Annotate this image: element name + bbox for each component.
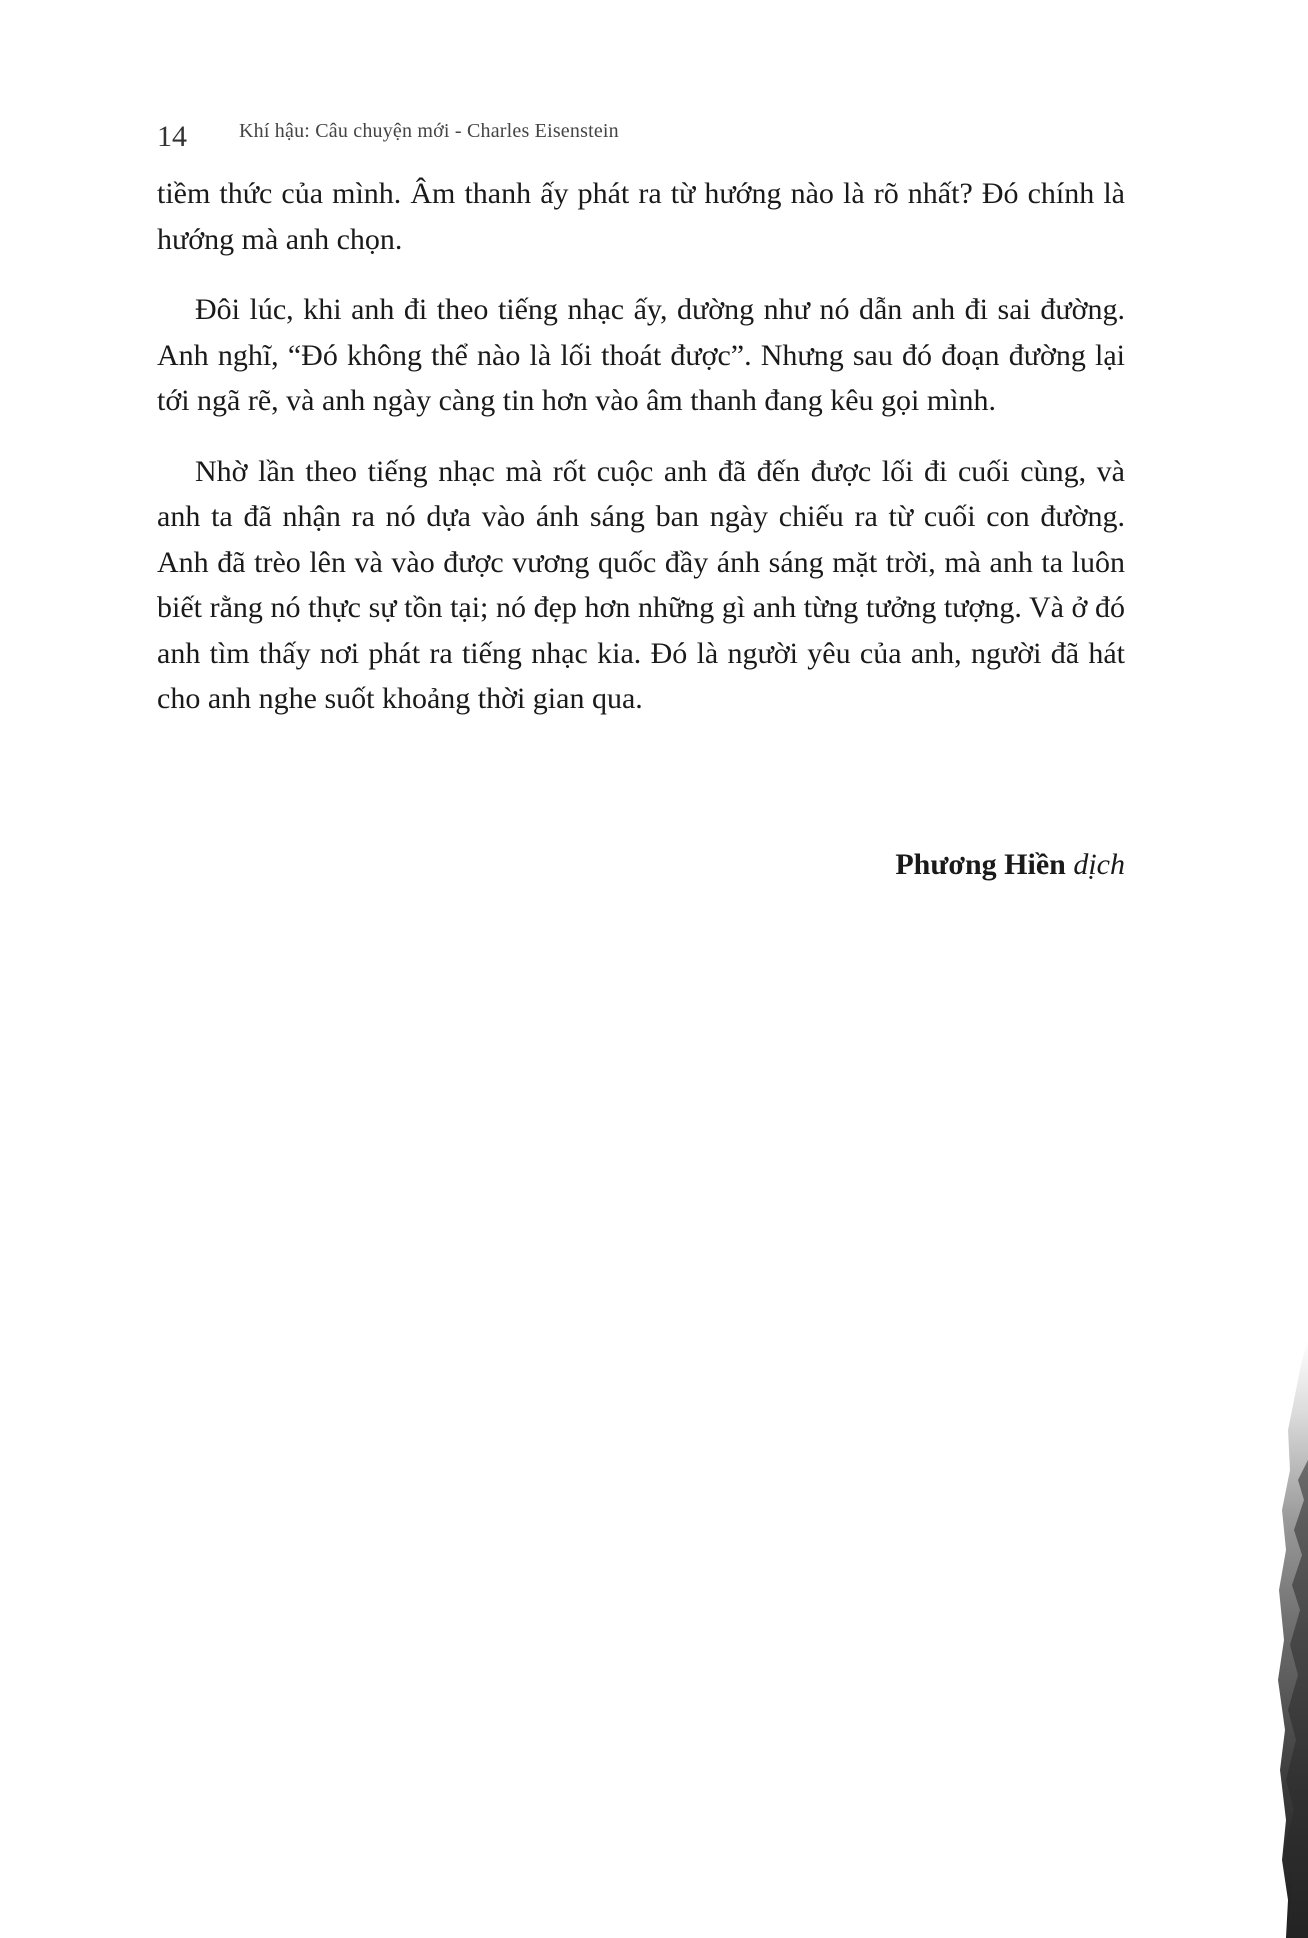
running-header — [157, 118, 1057, 158]
bleed-photo-edge — [1276, 1340, 1308, 1938]
paragraph: Đôi lúc, khi anh đi theo tiếng nhạc ấy, dường như nó dẫn anh đi sai đường. Anh nghĩ, “Đó không thể nào là lối thoát được”. Nhưng sau đó đoạn đường lại tới ngã rẽ, và anh ngày càng tin hơn vào âm thanh đang kêu gọi mình. — [157, 293, 1125, 417]
paragraph: Nhờ lần theo tiếng nhạc mà rốt cuộc anh đã đến được lối đi cuối cùng, và anh ta đã nhận ra nó dựa vào ánh sáng ban ngày chiếu ra từ cuối con đường. Anh đã trèo lên và vào được vương quốc đầy ánh sáng mặt trời, mà anh ta luôn biết rằng nó thực sự tồn tại; nó đẹp hơn những gì anh từng tưởng tượng. Và ở đó anh tìm thấy nơi phát ra tiếng nhạc kia. Đó là người yêu của anh, người đã hát cho anh nghe suốt khoảng thời gian qua. — [157, 454, 1125, 715]
paragraph-continued: tiềm thức của mình. Âm thanh ấy phát ra từ hướng nào là rõ nhất? Đó chính là hướng mà anh chọn. — [157, 177, 1125, 256]
book-title: Khí hậu: Câu chuyện mới - Charles Eisenstein — [239, 120, 619, 142]
translator-credit — [895, 842, 1125, 887]
page-number: 14 — [157, 120, 187, 153]
translator-role: dịch — [1073, 848, 1125, 881]
body-text — [157, 171, 1125, 747]
translator-name: Phương Hiền — [895, 848, 1066, 881]
